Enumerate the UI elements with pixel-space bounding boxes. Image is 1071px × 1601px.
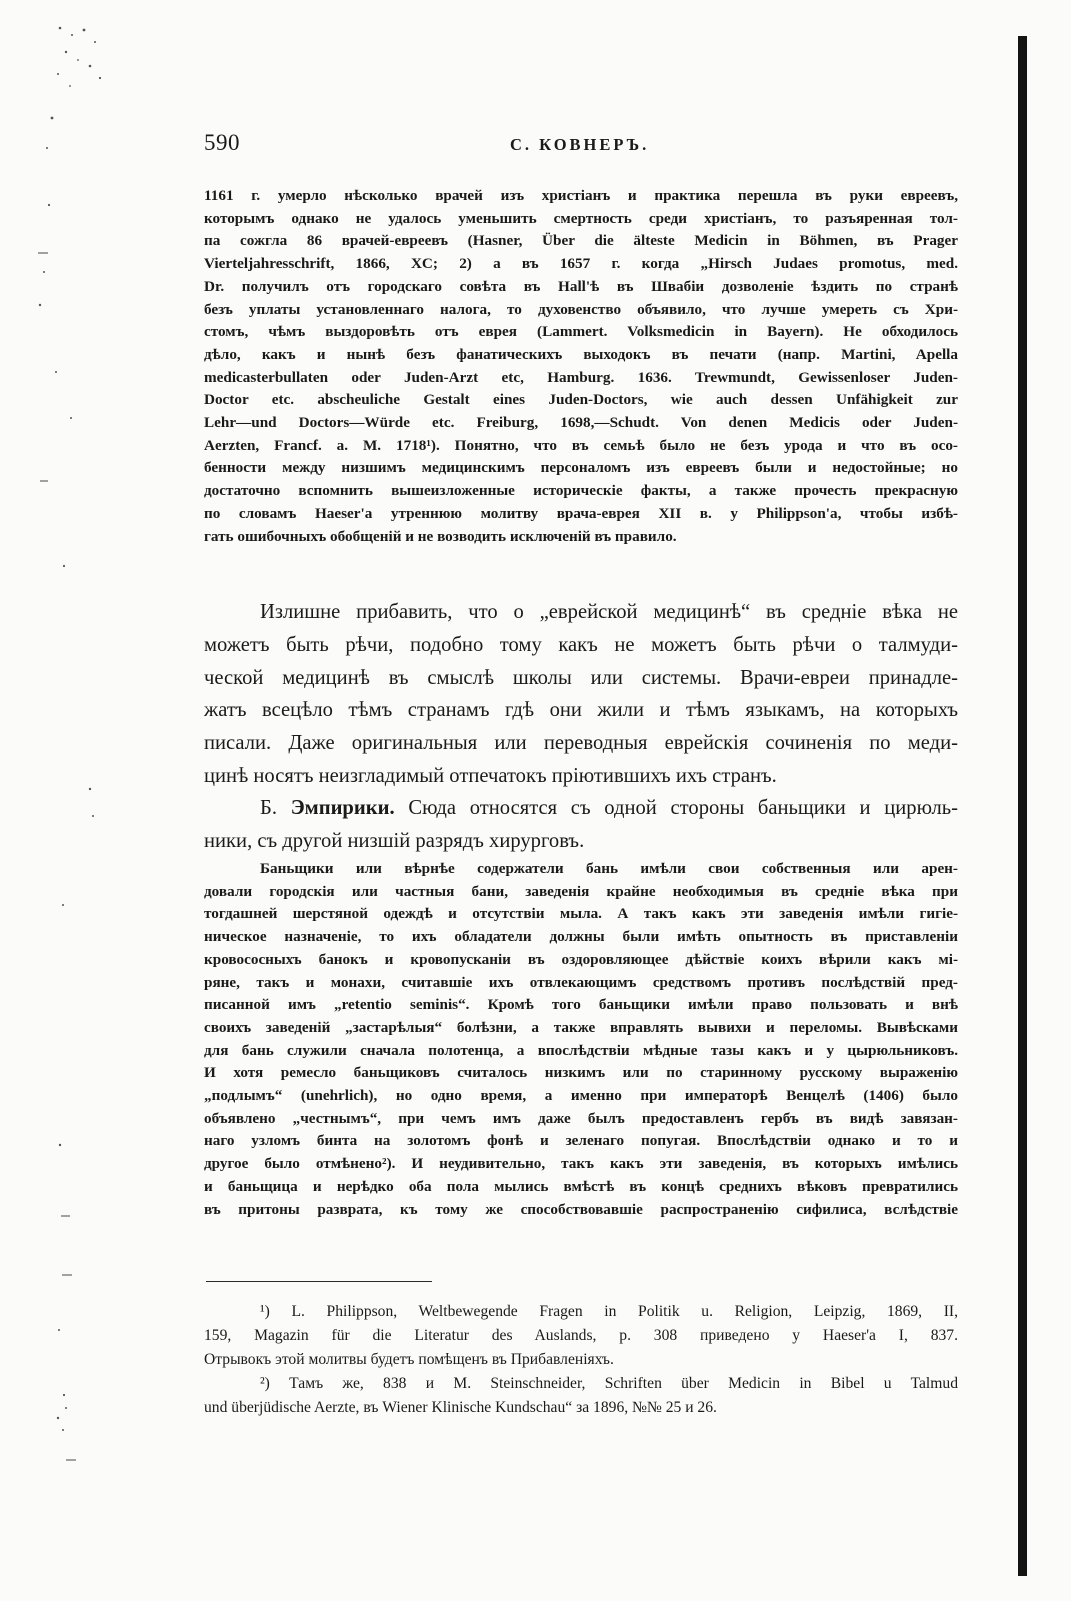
- text-line: бенности между низшимъ медицинскимъ персоналомъ изъ евреевъ были и недостойные; но: [204, 459, 958, 477]
- footnote-line: und überjüdische Aerzte, въ Wiener Klinische Kundschau“ за 1896, №№ 25 и 26.: [204, 1399, 717, 1416]
- text-line: „подлымъ“ (unehrlich), но одно время, а именно при императорѣ Венцелѣ (1406) было: [204, 1087, 958, 1105]
- text-line: цинѣ носятъ неизгладимый отпечатокъ пріютившихъ ихъ странъ.: [204, 764, 777, 787]
- text-line: ческой медицинѣ въ смыслѣ школы или системы. Врачи-евреи принадле-: [204, 666, 958, 689]
- text-line: ряне, такъ и монахи, считавшіе ихъ отвлекающимъ средствомъ противъ послѣдствій пред-: [204, 973, 958, 991]
- text-line: писанной имъ „retentio seminis“. Кромѣ того баньщики имѣли право пользовать и внѣ: [204, 996, 958, 1014]
- text-line: въ притоны разврата, къ тому же способствовавшіе распространенію сифилиса, вслѣдствіе: [204, 1200, 958, 1218]
- text-line: Излишне прибавить, что о „еврейской медицинѣ“ въ средніе вѣка не: [260, 601, 958, 623]
- running-title: С. КОВНЕРЪ.: [510, 135, 650, 154]
- footnote-divider: [206, 1281, 432, 1282]
- text-line: кровососныхъ банокъ и кровопусканіи въ оздоровляющее дѣйствіе коихъ вѣрили какъ мі-: [204, 950, 958, 968]
- section-title: Эмпирики.: [290, 797, 395, 819]
- text-line: наго узломъ бинта на золотомъ фонѣ и зеленаго попугая. Впослѣдствіи однако и то и: [204, 1132, 958, 1150]
- text-line: можетъ быть рѣчи, подобно тому какъ не можетъ быть рѣчи о талмуди-: [204, 633, 958, 656]
- text-line: безъ уплаты установленнаго налога, то духовенство объявило, что лучше умереть съ Хри-: [204, 300, 958, 318]
- paragraph-jewish-medicine: [204, 596, 958, 793]
- text-line: medicasterbullaten oder Juden-Arzt etc, Hamburg. 1636. Trewmundt, Gewissenloser Juden-: [204, 368, 958, 386]
- text-line: другое было отмѣнено²). И неудивительно, такъ какъ эти заведенія, въ которыхъ имѣлись: [204, 1155, 958, 1173]
- text-line: [204, 792, 958, 825]
- text-line: гать ошибочныхъ обобщеній и не возводить исключеній въ правило.: [204, 527, 677, 545]
- text-line: стомъ, чѣмъ выздоровѣть отъ еврея (Lammert. Volksmedicin in Bayern). Не обходилось: [204, 323, 958, 341]
- footnote-line: 159, Magazin für die Literatur des Auslands, p. 308 приведено у Haeser'а I, 837.: [204, 1327, 958, 1344]
- text-line: для бань служили сначала полотенца, а впослѣдствіи мѣдные тазы какъ и у цырюльниковъ.: [204, 1041, 958, 1059]
- text-line: достаточно вспомнить вышеизложенные историческіе факты, а также прочесть прекрасную: [204, 482, 958, 500]
- text-line: 1161 г. умерло нѣсколько врачей изъ христіанъ и практика перешла въ руки евреевъ,: [204, 187, 958, 204]
- text-line: ники, съ другой низшій разрядъ хирурговъ.: [204, 829, 585, 852]
- text-line: Aerzten, Francf. a. M. 1718¹). Понятно, что въ семьѣ было не безъ урода и что въ осо-: [204, 436, 958, 454]
- text-line: жатъ всецѣло тѣмъ странамъ гдѣ они жили и тѣмъ языкамъ, на которыхъ: [204, 699, 958, 722]
- section-letter: Б.: [260, 797, 277, 819]
- section-intro: Сюда относятся съ одной стороны баньщики и цирюль-: [408, 797, 958, 819]
- text-line: по словамъ Haeser'а утреннюю молитву врача-еврея XII в. у Philippson'а, чтобы избѣ-: [204, 504, 958, 522]
- text-line: Dr. получилъ отъ городскаго совѣта въ Hall'ѣ въ Швабіи дозволеніе ѣздить по странѣ: [204, 277, 958, 295]
- text-line: тогдашней шерстяной одеждѣ и отсутствіи мыла. А такъ какъ эти заведенія имѣли гигіе-: [204, 905, 958, 923]
- footnote-line: ¹) L. Philippson, Weltbewegende Fragen in Politik u. Religion, Leipzig, 1869, II,: [260, 1303, 958, 1320]
- text-line: которымъ однако не удалось уменьшить смертность среди христіанъ, то разъяренная тол-: [204, 209, 958, 227]
- footnote-line: Отрывокъ этой молитвы будетъ помѣщенъ въ Прибавленіяхъ.: [204, 1351, 614, 1368]
- text-line: па сожгла 86 врачей-евреевъ (Hasner, Über die älteste Medicin in Böhmen, въ Prager: [204, 232, 958, 250]
- page-number: 590: [204, 130, 240, 155]
- text-line: ническое назначеніе, то ихъ обладатели должны были имѣть опытность въ приставленіи: [204, 928, 958, 946]
- text-line: Vierteljahresschrift, 1866, XC; 2) а въ 1657 г. когда „Hirsch Judaes promotus, med.: [204, 255, 958, 273]
- text-line: писали. Даже оригинальныя или переводныя еврейскія сочиненія по меди-: [204, 732, 958, 755]
- text-line: дѣло, какъ и нынѣ безъ фанатическихъ выходокъ въ печати (напр. Martini, Apella: [204, 345, 958, 363]
- text-line: довали городскія или частныя бани, заведенія крайне необходимыя въ средніе вѣка при: [204, 882, 958, 900]
- text-line: Lehr—und Doctors—Würde etc. Freiburg, 1698,—Schudt. Von denen Medicis oder Juden-: [204, 414, 958, 432]
- section-empirics-heading: [204, 792, 958, 858]
- footnote-line: ²) Тамъ же, 838 и M. Steinschneider, Schriften über Medicin in Bibel u Talmud: [260, 1375, 958, 1392]
- footnotes: [204, 1300, 958, 1420]
- paragraph-bathhouses: [204, 858, 958, 1221]
- text-line: объявлено „честнымъ“, при чемъ имъ даже былъ предоставленъ гербъ въ видѣ завязан-: [204, 1109, 958, 1127]
- text-line: И хотя ремесло баньщиковъ считалось низкимъ или по старинному русскому выраженію: [204, 1064, 958, 1082]
- text-line: Баньщики или вѣрнѣе содержатели бань имѣли свои собственныя или арен-: [260, 860, 958, 877]
- paragraph-hirsch: [204, 185, 958, 548]
- text-line: и баньщица и нерѣдко оба пола мылись вмѣстѣ въ концѣ среднихъ вѣковъ превратились: [204, 1177, 958, 1195]
- text-line: своихъ заведеній „застарѣлыя“ болѣзни, а также вправлять вывихи и переломы. Вывѣсками: [204, 1018, 958, 1036]
- text-line: Doctor etc. abscheuliche Gestalt eines Juden-Doctors, wie auch dessen Unfähigkeit zur: [204, 391, 958, 409]
